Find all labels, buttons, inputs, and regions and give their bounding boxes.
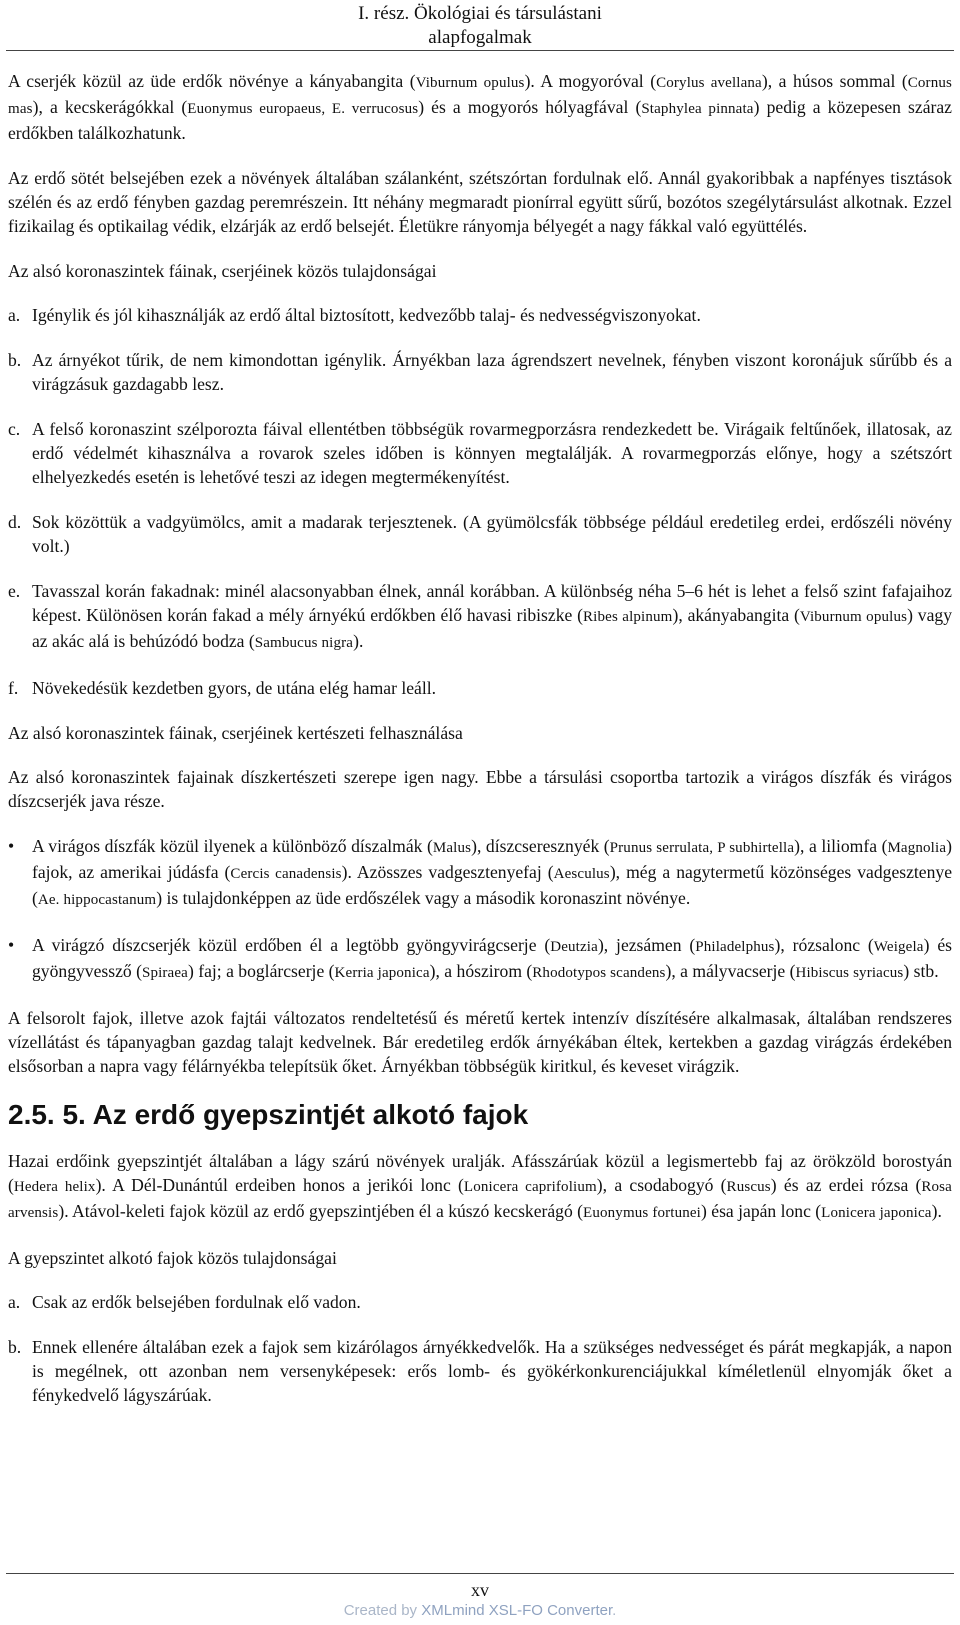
page-content — [8, 69, 952, 1428]
running-header-line2: alapfogalmak — [428, 27, 532, 48]
header-rule — [6, 50, 954, 51]
text-run: ). A Dél-Dunántúl erdeiben honos a jerikói lonc ( — [95, 1175, 464, 1195]
paragraph-shrubs — [8, 69, 952, 145]
scientific-name: Deutzia — [550, 939, 598, 955]
subheading-common-properties: Az alsó koronaszintek fáinak, cserjéinek közös tulajdonságai — [8, 261, 437, 281]
text-run: ). — [353, 631, 364, 651]
scientific-name: Lonicera japonica — [821, 1205, 932, 1221]
scientific-name: Viburnum opulus — [415, 75, 525, 91]
scientific-name: Magnolia — [887, 840, 947, 856]
text-run: ) és az erdei rózsa ( — [770, 1175, 922, 1195]
list-item: a. Csak az erdők belsejében fordulnak elő vadon. — [8, 1292, 361, 1312]
text-run: ) pedig a közepesen száraz erdőkben találkozhatunk. — [8, 97, 952, 143]
text-run: ). Atávol-keleti fajok közül az erdő gyepszintjében él a kúszó kecskerágó ( — [58, 1201, 584, 1221]
scientific-name: Philadelphus — [695, 939, 775, 955]
text-run: ), a mályvacserje ( — [665, 961, 796, 981]
page-number: xv — [471, 1580, 489, 1600]
scientific-name: Cercis canadensis — [230, 866, 342, 882]
scientific-name: Hibiscus syriacus — [795, 965, 904, 981]
list-item: b. Ennek ellenére általában ezek a fajok sem kizárólagos árnyékkedvelők. Ha a szükséges nedvességet és párát megkapják, a napon is megélnek, ott azonban nem versenyképesek: erős lomb- és gyökérkonkurenciájukkal kíméletlenül elnyomják őket a fénykedvelő lágyszárúak. — [8, 1337, 952, 1405]
scientific-name: Hedera helix — [13, 1179, 96, 1195]
text-run: ), a hószirom ( — [429, 961, 533, 981]
bullet-item-flowering-trees: • A virágos díszfák közül ilyenek a különböző díszalmák (Malus), díszcseresznyék (Prunus serrulata, P subhirtella), a liliomfa (Magnolia) fajok, az amerikai júdásfa (Cercis canadensis). Azösszes vadgesztenyefaj (Aesculus), még a nagytermetű közönséges vadgesztenye (Ae. hippocastanum) is tulajdonképpen az üde erdőszélek vagy a második koronaszint növénye. — [8, 836, 953, 908]
text-run: A virágos díszfák közül ilyenek a különböző díszalmák ( — [32, 836, 433, 856]
list-item: e. Tavasszal korán fakadnak: minél alacsonyabban élnek, annál korábban. A különbség néha 5–6 hét is lehet a felső szint fafajaihoz képest. Különösen korán fakad a mély árnyékú erdőkben élő havasi ribiszke (Ribes alpinum), akányabangita (Viburnum opulus) vagy az akác alá is behúzódó bodza (Sambucus nigra). — [8, 581, 952, 651]
scientific-name: Prunus serrulata, P subhirtella — [609, 840, 795, 856]
scientific-name: Weigela — [873, 939, 924, 955]
scientific-name: Euonymus europaeus, E. verrucosus — [187, 101, 419, 117]
list-item: c. A felső koronaszint szélporozta fáival ellentétben többségük rovarmegporzásra rendezkedett be. Virágaik feltűnőek, illatosak, az erdő védelmét kihasználva a rovarok szeles időben is könnyen megtalálják. A rovarmegporzás előnye, hogy a szétszórt elhelyezkedés esetén is lehetővé teszi az idegen megtermékenyítést. — [8, 419, 952, 487]
text-run: ). Azösszes vadgesztenyefaj ( — [341, 862, 554, 882]
subheading-horticultural-use: Az alsó koronaszintek fáinak, cserjéinek kertészeti felhasználása — [8, 723, 463, 743]
scientific-name: Euonymus fortunei — [583, 1205, 701, 1221]
text-run: ), a húsos sommal ( — [761, 71, 908, 91]
paragraph-herb-layer — [8, 1149, 952, 1225]
text-run: ), a liliomfa ( — [794, 836, 888, 856]
text-run: ), díszcseresznyék ( — [471, 836, 610, 856]
scientific-name: Malus — [432, 840, 472, 856]
list-item: f. Növekedésük kezdetben gyors, de utána elég hamar leáll. — [8, 678, 437, 698]
scientific-name: Rosa arvensis — [8, 1179, 952, 1221]
text-run: Tavasszal korán fakadnak: minél alacsonyabban élnek, annál korábban. A különbség néha 5–6 hét is lehet a felső szint fafajaihoz képest. Különösen korán fakad a mély árnyékú erdőkben élő havasi ribiszke ( — [32, 581, 952, 625]
text-run: ), a kecskerágókkal ( — [32, 97, 188, 117]
text-run: ) stb. — [903, 961, 939, 981]
scientific-name: Spiraea — [141, 965, 188, 981]
creator-link[interactable]: XMLmind XSL-FO Converter — [421, 1602, 613, 1619]
section-title: 2.5. 5. Az erdő gyepszintjét alkotó fajok — [8, 1099, 529, 1130]
text-run: ) fajok, az amerikai júdásfa ( — [32, 836, 952, 882]
bullet-item-flowering-shrubs: • A virágzó díszcserjék közül erdőben él a legtöbb gyöngyvirágcserje (Deutzia), jezsámen (Philadelphus), rózsalonc (Weigela) és gyöngyvessző (Spiraea) faj; a boglárcserje (Kerria japonica), a hószirom (Rhodotypos scandens), a mályvacserje (Hibiscus syriacus) stb. — [8, 935, 952, 981]
text-run: ), akányabangita ( — [672, 605, 800, 625]
scientific-name: Ribes alpinum — [583, 609, 673, 625]
text-run: ), rózsalonc ( — [774, 935, 874, 955]
text-run: ) ésa japán lonc ( — [701, 1201, 822, 1221]
scientific-name: Ae. hippocastanum — [37, 892, 157, 908]
scientific-name: Sambucus nigra — [254, 635, 354, 651]
scientific-name: Ruscus — [726, 1179, 771, 1195]
creator-credit: Created by XMLmind XSL-FO Converter. — [343, 1602, 617, 1619]
footer-rule — [6, 1573, 954, 1574]
scientific-name: Kerria japonica — [334, 965, 430, 981]
scientific-name: Cornus mas — [8, 75, 952, 117]
list-item: b. Az árnyékot tűrik, de nem kimondottan igénylik. Árnyékban laza ágrendszert nevelnek, fényben viszont koronájuk sűrűbb és a virágzásuk gazdagabb lesz. — [8, 350, 952, 394]
text-run: ), a csodabogyó ( — [596, 1175, 727, 1195]
scientific-name: Corylus avellana — [656, 75, 762, 91]
subheading-herb-layer-properties: A gyepszintet alkotó fajok közös tulajdonságai — [8, 1248, 337, 1268]
list-item: a. Igénylik és jól kihasználják az erdő által biztosított, kedvezőbb talaj- és nedvességviszonyokat. — [8, 305, 701, 325]
text-run: Hazai erdőink gyepszintjét általában a lágy szárú növények uralják. Afásszárúak közül a legismertebb faj az örökzöld borostyán ( — [8, 1151, 952, 1195]
text-run: ) is tulajdonképpen az üde erdőszélek vagy a második koronaszint növénye. — [156, 888, 691, 908]
scientific-name: Rhodotypos scandens — [532, 965, 666, 981]
text-run: ) vagy az akác alá is behúzódó bodza ( — [32, 605, 952, 651]
paragraph-cultivation: A felsorolt fajok, illetve azok fajtái változatos rendeltetésű és méretű kertek intenzív díszítésére alkalmasak, általában rendszeres vízellátást és tápanyagban gazdag talajt kedvelnek. Bár eredetileg erdők árnyékában éltek, kertekben a gazdag virágzás érdekében elsősorban a napra vagy félárnyékba telepítsük őket. Árnyékban többségük kiritkul, és keveset virágzik. — [8, 1008, 952, 1076]
list-item: d. Sok közöttük a vadgyümölcs, amit a madarak terjesztenek. (A gyümölcsfák többsége például eredetileg erdei, erdőszéli növény volt.) — [8, 512, 952, 556]
text-run: ), még a nagytermetű közönséges vadgesztenye ( — [32, 862, 953, 908]
text-run: ), jezsámen ( — [597, 935, 696, 955]
text-run: ) faj; a boglárcserje ( — [187, 961, 335, 981]
text-run: ) és a mogyorós hólyagfával ( — [418, 97, 642, 117]
text-run: A cserjék közül az üde erdők növénye a kányabangita ( — [8, 71, 416, 91]
scientific-name: Aesculus — [553, 866, 610, 882]
text-run: ). — [931, 1201, 942, 1221]
text-run: A virágzó díszcserjék közül erdőben él a legtöbb gyöngyvirágcserje ( — [32, 935, 551, 955]
scientific-name: Lonicera caprifolium — [463, 1179, 597, 1195]
paragraph-ornamental-role: Az alsó koronaszintek fajainak díszkertészeti szerepe igen nagy. Ebbe a társulási csoportba tartozik a virágos díszfák és virágos díszcserjék java része. — [8, 767, 952, 811]
running-header — [0, 2, 960, 50]
text-run: ) és gyöngyvessző ( — [32, 935, 952, 981]
running-header-line1: I. rész. Ökológiai és társulástani — [358, 3, 602, 24]
scientific-name: Viburnum opulus — [799, 609, 908, 625]
text-run: ). A mogyoróval ( — [524, 71, 657, 91]
paragraph-forest-interior: Az erdő sötét belsejében ezek a növények általában szálanként, szétszórtan fordulnak elő. Annál gyakoribbak a napfényes tisztások szélén és az erdő fényben gazdag peremrészein. Itt néhány megmaradt pionírral együtt sűrű, bozótos szegélytársulást alkotnak. Ezzel fizikailag és optikailag védik, elzárják az erdő belsejét. Életükre rányomja bélyegét a nagy fákkal való együttélés. — [8, 168, 952, 236]
scientific-name: Staphylea pinnata — [641, 101, 754, 117]
